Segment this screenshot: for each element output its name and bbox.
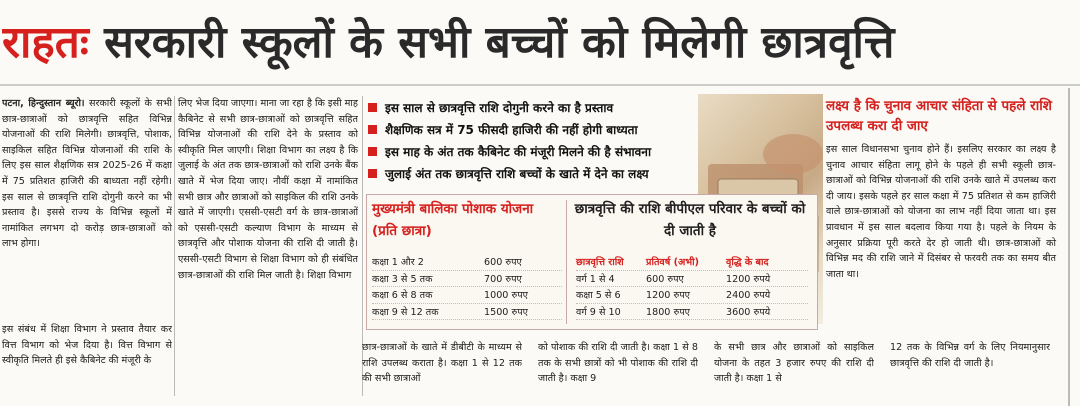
dateline: पटना, हिन्दुस्तान ब्यूरो। bbox=[2, 98, 85, 109]
headline-rule bbox=[0, 84, 1080, 86]
col1-text2: इस संबंध में शिक्षा विभाग ने प्रस्ताव तैयार कर वित्त विभाग को भेज दिया है। वित्त विभाग से स्वीकृति मिलते ही इसे कैबिनेट की मंजूरी के bbox=[2, 324, 172, 367]
sidebar-text: इस साल विधानसभा चुनाव होने हैं। इसलिए सरकार का लक्ष्य है चुनाव आचार संहिता लागू होने के पहले ही सभी स्कूली छात्र-छात्राओं को विभिन्न योजनाओं की राशि उनके खाते में उपलब्ध करा दी जाय। इसके पहले हर साल कक्षा में 75 प्रतिशत से कम हाजिरी वाले छात्र-छात्राओं को योजना का लाभ नहीं दिया जाता था। इस प्रावधान में इस साल बदलाव किया गया है। पहले के नियम के अनुसार प्रक्रिया पूरी करते देर हो जाती थी। छात्र-छात्राओं को विभिन्न मद की राशि जाने में दिसंबर से फरवरी तक का समय बीत जाता था। bbox=[826, 144, 1056, 280]
tables-divider bbox=[566, 200, 567, 324]
article-column-2 bbox=[178, 96, 358, 396]
table-header-row: छात्रवृत्ति राशि प्रतिवर्ष (अभी) वृद्धि के बाद bbox=[576, 254, 808, 271]
highlights-list bbox=[368, 96, 700, 190]
bottom-column-2: को पोशाक की राशि दी जाती है। कक्षा 1 से 8 तक के सभी छात्रों को भी पोशाक की राशि दी जाती है। कक्षा 9 bbox=[538, 342, 698, 385]
uniform-scheme-table bbox=[372, 254, 562, 320]
table1-title: मुख्यमंत्री बालिका पोशाक योजना (प्रति छात्रा) bbox=[372, 201, 534, 239]
table-row: कक्षा 1 और 2 600 रुपए bbox=[372, 254, 562, 271]
bottom-column-1: छात्र-छात्राओं के खाते में डीबीटी के माध्यम से राशि उपलब्ध कराता है। कक्षा 1 से 12 तक की सभी छात्राओं bbox=[362, 342, 522, 385]
highlight-item: जुलाई अंत तक छात्रवृत्ति राशि बच्चों के खाते में देने का लक्ष्य bbox=[368, 162, 700, 184]
table2-title: छात्रवृत्ति की राशि बीपीएल परिवार के बच्चों को दी जाती है bbox=[574, 201, 806, 239]
bottom-column-4: 12 तक के विभिन्न वर्ग के लिए नियमानुसार छात्रवृत्ति की राशि दी जाती है। bbox=[890, 342, 1050, 369]
bullet-square-icon bbox=[368, 169, 377, 178]
highlight-item: इस साल से छात्रवृत्ति राशि दोगुनी करने का है प्रस्ताव bbox=[368, 96, 700, 118]
table-row: कक्षा 9 से 12 तक 1500 रुपए bbox=[372, 304, 562, 321]
article-column-1 bbox=[2, 96, 172, 316]
bullet-square-icon bbox=[368, 125, 377, 134]
table-row: कक्षा 6 से 8 तक 1000 रुपए bbox=[372, 287, 562, 304]
sidebar-box bbox=[826, 96, 1056, 328]
bullet-square-icon bbox=[368, 103, 377, 112]
table-row: वर्ग 1 से 4 600 रुपए 1200 रुपये bbox=[576, 271, 808, 288]
bottom-column-3: के सभी छात्र और छात्राओं को साइकिल योजना के तहत 3 हजार रुपए की राशि दी जाती है। कक्षा 1 से bbox=[714, 342, 874, 385]
headline-kicker: राहतः bbox=[2, 17, 89, 68]
column-divider bbox=[174, 96, 175, 396]
col2-text: लिए भेज दिया जाएगा। माना जा रहा है कि इसी माह कैबिनेट से सभी छात्र-छात्राओं को छात्रवृत्ति सहित विभिन्न योजनाओं की राशि देने के प्रस्ताव को स्वीकृति मिल जाएगी। शिक्षा विभाग का लक्ष्य है कि जुलाई के अंत तक छात्र-छात्राओं को राशि उनके बैंक खाते में भेज दिया जाए। नौवीं कक्षा में नामांकित सभी छात्र और छात्राओं को साइकिल की राशि उनके खाते में जाएगी। एससी-एसटी वर्ग के छात्र-छात्राओं को एससी-एसटी कल्याण विभाग के माध्यम से छात्रवृत्ति और पोशाक योजना की राशि दी जाती है। एससी-एसटी विभाग से शिक्षा विभाग को ही संबंधित छात्र-छात्राओं की राशि मिल जाती है। शिक्षा विभाग bbox=[178, 98, 358, 281]
sidebar-title: लक्ष्य है कि चुनाव आचार संहिता से पहले राशि उपलब्ध करा दी जाए bbox=[826, 98, 1052, 134]
right-edge-rule bbox=[1068, 88, 1070, 406]
bullet-square-icon bbox=[368, 147, 377, 156]
headline-main: सरकारी स्कूलों के सभी बच्चों को मिलेगी छात्रवृत्ति bbox=[104, 17, 895, 68]
scholarship-table bbox=[576, 254, 808, 320]
table-row: कक्षा 5 से 6 1200 रुपए 2400 रुपये bbox=[576, 287, 808, 304]
highlight-item: शैक्षणिक सत्र में 75 फीसदी हाजिरी की नहीं होगी बाध्यता bbox=[368, 118, 700, 140]
col1-text: सरकारी स्कूलों के सभी छात्र-छात्राओं को छात्रवृत्ति सहित विभिन्न योजनाओं की राशि मिलेगी। छात्रवृत्ति, पोशाक, साइकिल सहित विभिन्न योजनाओं की राशि के लिए इस साल शैक्षणिक सत्र 2025-26 में कक्षा में 75 प्रतिशत हाजिरी की बाध्यता नहीं रहेगी। इस साल से छात्रवृत्ति राशि दोगुनी करने का भी प्रस्ताव है। इससे राज्य के विभिन्न स्कूलों में नामांकित लगभग दो करोड़ छात्र-छात्राओं को लाभ होगा। bbox=[2, 98, 172, 250]
table-row: कक्षा 3 से 5 तक 700 रुपए bbox=[372, 271, 562, 288]
headline bbox=[2, 6, 1078, 80]
article-column-1b bbox=[2, 322, 172, 402]
highlight-item: इस माह के अंत तक कैबिनेट की मंजूरी मिलने की है संभावना bbox=[368, 140, 700, 162]
table-row: वर्ग 9 से 10 1800 रुपए 3600 रुपये bbox=[576, 304, 808, 321]
